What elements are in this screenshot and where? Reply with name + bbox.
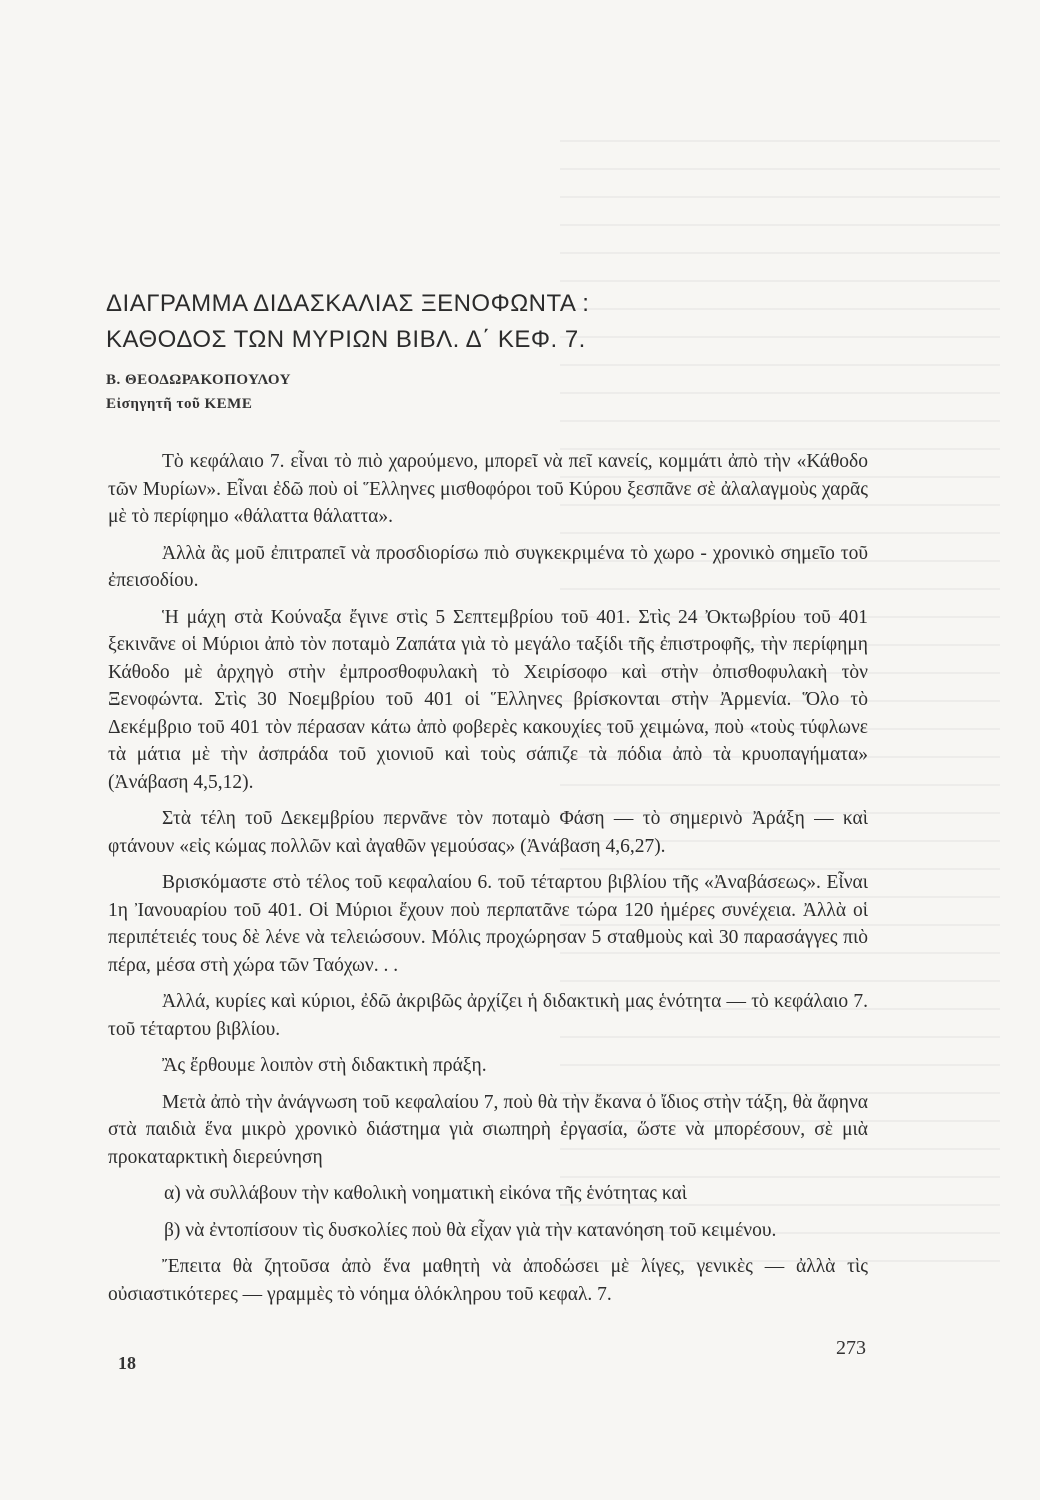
article-title [106, 286, 906, 358]
title-line-2: ΚΑΘΟΔΟΣ ΤΩΝ ΜΥΡΙΩΝ ΒΙΒΛ. Δ΄ ΚΕΦ. 7. [106, 326, 586, 353]
author-name: Β. ΘΕΟΔΩΡΑΚΟΠΟΥΛΟΥ [106, 372, 291, 388]
paragraph: Στὰ τέλη τοῦ Δεκεμβρίου περνᾶνε τὸν ποταμὸ Φάση — τὸ σημερινὸ Ἀράξη — καὶ φτάνουν «εἰς κώμας πολλῶν καὶ ἀγαθῶν γεμούσας» (Ἀνάβαση 4,6,27). [108, 808, 868, 857]
signature-mark: 18 [118, 1353, 136, 1373]
paragraph: Μετὰ ἀπὸ τὴν ἀνάγνωση τοῦ κεφαλαίου 7, ποὺ θὰ τὴν ἔκανα ὁ ἴδιος στὴν τάξη, θὰ ἄφηνα στὰ παιδιὰ ἕνα μικρὸ χρονικὸ διάστημα γιὰ σιωπηρὴ ἐργασία, ὥστε νὰ μπορέσουν, σὲ μιὰ προκαταρκτικὴ διερεύνηση [108, 1091, 868, 1168]
paragraph: Ἀλλά, κυρίες καὶ κύριοι, ἐδῶ ἀκριβῶς ἀρχίζει ἡ διδακτικὴ μας ἑνότητα — τὸ κεφάλαιο 7. τοῦ τέταρτου βιβλίου. [108, 991, 868, 1040]
paragraph: Ἂς ἔρθουμε λοιπὸν στὴ διδακτικὴ πράξη. [162, 1055, 487, 1076]
paragraph: Βρισκόμαστε στὸ τέλος τοῦ κεφαλαίου 6. τοῦ τέταρτου βιβλίου τῆς «Ἀναβάσεως». Εἶναι 1η Ἰανουαρίου τοῦ 401. Οἱ Μύριοι ἔχουν ποὺ περπατᾶνε τώρα 120 ἡμέρες συνέχεια. Ἀλλὰ οἱ περιπέτειές τους δὲ λένε νὰ τελειώσουν. Μόλις προχώρησαν 5 σταθμοὺς καὶ 30 παρασάγγες πιὸ πέρα, μέσα στὴ χώρα τῶν Ταόχων. . . [108, 872, 868, 976]
article-body [108, 448, 868, 1317]
paragraph: Τὸ κεφάλαιο 7. εἶναι τὸ πιὸ χαρούμενο, μπορεῖ νὰ πεῖ κανείς, κομμάτι ἀπὸ τὴν «Κάθοδο τῶν Μυρίων». Εἶναι ἐδῶ ποὺ οἱ Ἕλληνες μισθοφόροι τοῦ Κύρου ξεσπᾶνε σὲ ἀλαλαγμοὺς χαρᾶς μὲ τὸ περίφημο «θάλαττα θάλαττα». [108, 451, 868, 527]
author-role: Εἰσηγητῆ τοῦ ΚΕΜΕ [106, 396, 253, 412]
list-item-a: α) νὰ συλλάβουν τὴν καθολικὴ νοηματικὴ εἰκόνα τῆς ἑνότητας καὶ [164, 1183, 687, 1204]
paragraph: Ἔπειτα θὰ ζητοῦσα ἀπὸ ἕνα μαθητὴ νὰ ἀποδώσει μὲ λίγες, γενικὲς — ἀλλὰ τὶς οὐσιαστικότερες — γραμμὲς τὸ νόημα ὁλόκληρου τοῦ κεφαλ. 7. [108, 1256, 868, 1305]
paragraph: Ἀλλὰ ἂς μοῦ ἐπιτραπεῖ νὰ προσδιορίσω πιὸ συγκεκριμένα τὸ χωρο - χρονικὸ σημεῖο τοῦ ἐπεισοδίου. [108, 542, 868, 591]
page-number: 273 [836, 1337, 866, 1359]
list-item-b: β) νὰ ἐντοπίσουν τὶς δυσκολίες ποὺ θὰ εἶχαν γιὰ τὴν κατανόηση τοῦ κειμένου. [164, 1219, 777, 1241]
author-block [106, 368, 291, 416]
title-line-1: ΔΙΑΓΡΑΜΜΑ ΔΙΔΑΣΚΑΛΙΑΣ ΞΕΝΟΦΩΝΤΑ : [106, 290, 590, 317]
paragraph: Ἡ μάχη στὰ Κούναξα ἔγινε στὶς 5 Σεπτεμβρίου τοῦ 401. Στὶς 24 Ὀκτωβρίου τοῦ 401 ξεκινᾶνε οἱ Μύριοι ἀπὸ τὸν ποταμὸ Ζαπάτα γιὰ τὸ μεγάλο ταξίδι τῆς ἐπιστροφῆς, τὴν περίφημη Κάθοδο μὲ ἀρχηγὸ στὴν ἐμπροσθοφυλακὴ τὸ Χειρίσοφο καὶ στὴν ὀπισθοφυλακὴ τὸν Ξενοφώντα. Στὶς 30 Νοεμβρίου τοῦ 401 οἱ Ἕλληνες βρίσκονται στὴν Ἀρμενία. Ὅλο τὸ Δεκέμβριο τοῦ 401 τὸν πέρασαν κάτω ἀπὸ φοβερὲς κακουχίες τοῦ χειμώνα, ποὺ «τοὺς τύφλωνε τὰ μάτια μὲ τὴν ἀσπράδα τοῦ χιονιοῦ καὶ τοὺς σάπιζε τὰ πόδια ἀπὸ τὰ κρυοπαγήματα» (Ἀνάβαση 4,5,12). [108, 606, 868, 793]
